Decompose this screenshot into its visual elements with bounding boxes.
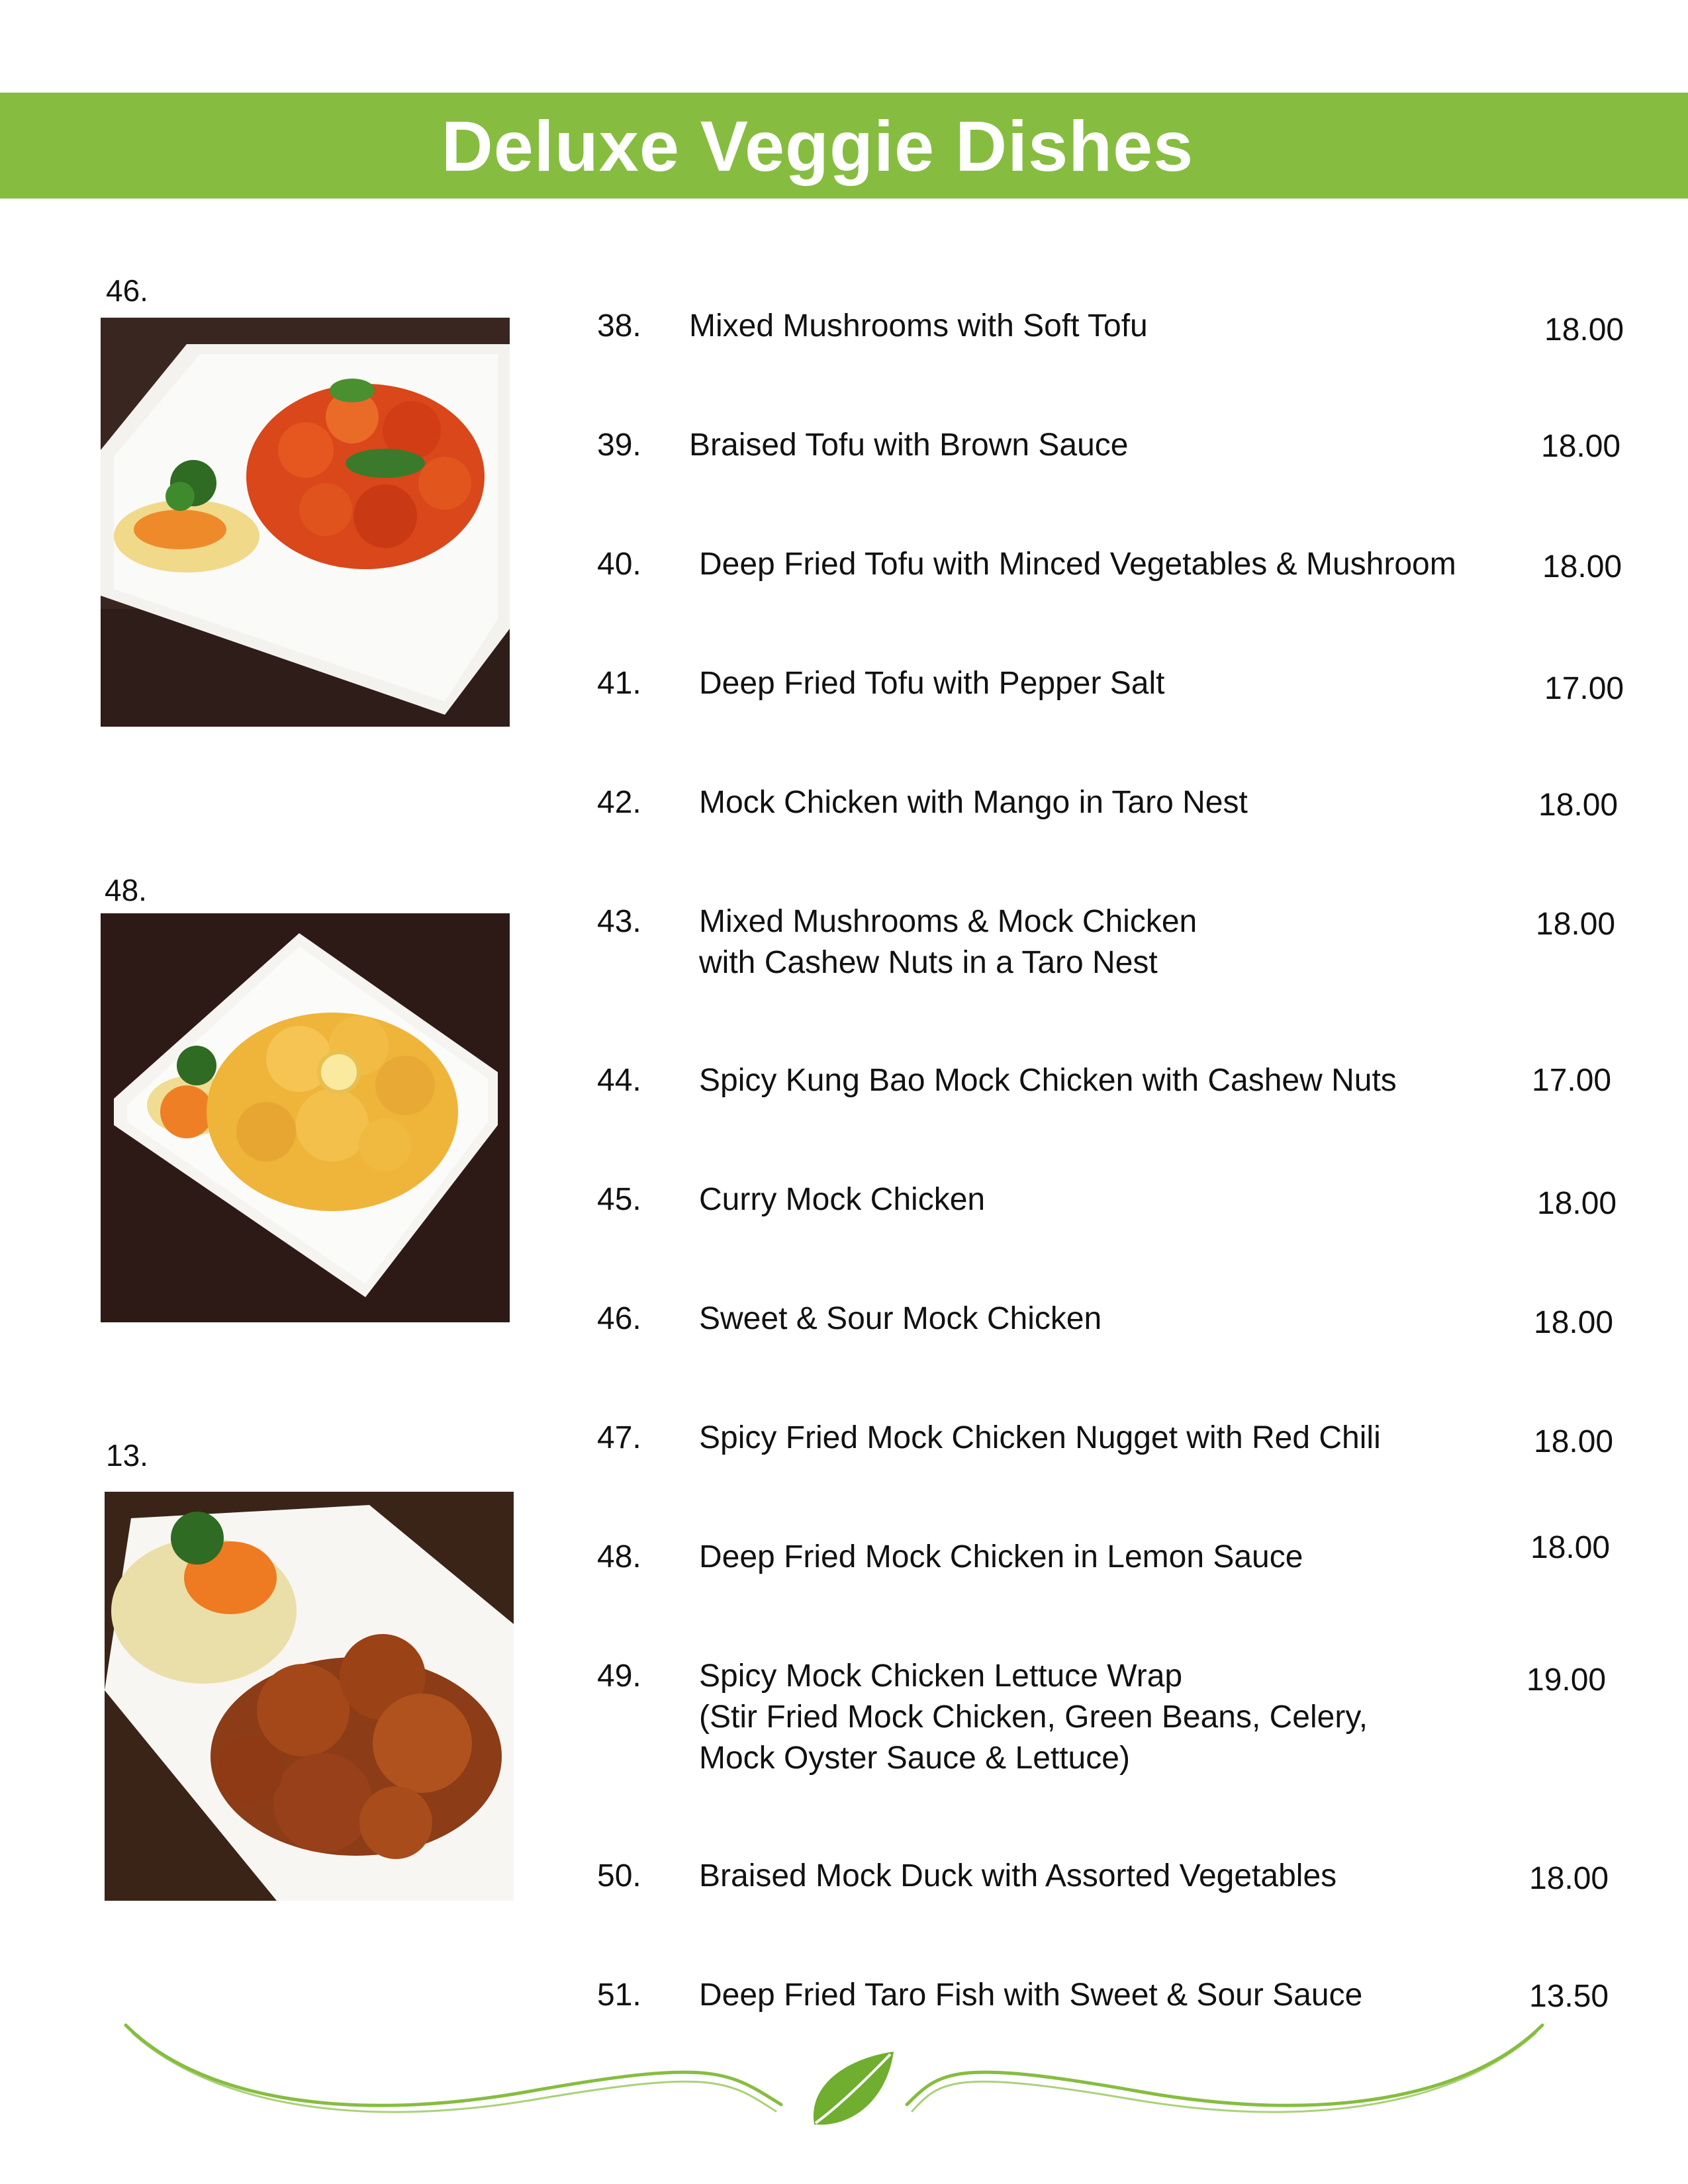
item-number: 38. xyxy=(597,308,641,343)
item-name: Spicy Kung Bao Mock Chicken with Cashew Nuts xyxy=(699,1063,1397,1098)
item-number: 43. xyxy=(597,904,641,939)
item-number: 49. xyxy=(597,1659,641,1694)
item-number: 42. xyxy=(597,785,641,820)
item-number: 48. xyxy=(597,1539,641,1574)
footer-ornament xyxy=(0,2012,1688,2144)
item-number: 46. xyxy=(597,1301,641,1336)
item-price: 13.50 xyxy=(1529,1979,1609,2014)
item-number: 40. xyxy=(597,547,641,582)
item-price: 18.00 xyxy=(1530,1530,1611,1565)
item-price: 18.00 xyxy=(1544,312,1624,347)
item-price: 18.00 xyxy=(1536,907,1616,942)
leaf-icon xyxy=(814,2052,894,2124)
item-price: 18.00 xyxy=(1541,429,1621,464)
item-price: 17.00 xyxy=(1544,671,1624,706)
page-title: Deluxe Veggie Dishes xyxy=(441,105,1194,186)
item-price: 19.00 xyxy=(1526,1662,1607,1698)
photo-label-1: 46. xyxy=(106,273,148,308)
item-name: Deep Fried Tofu with Pepper Salt xyxy=(699,666,1165,701)
item-price: 18.00 xyxy=(1529,1861,1609,1896)
item-price: 17.00 xyxy=(1532,1063,1612,1098)
item-name: Spicy Mock Chicken Lettuce Wrap (Stir Fried Mock Chicken, Green Beans, Celery, Mock Oyster Sauce & Lettuce) xyxy=(699,1659,1368,1776)
item-name: Braised Tofu with Brown Sauce xyxy=(689,428,1129,463)
item-number: 41. xyxy=(597,666,641,701)
fried-mock-chicken-photo xyxy=(105,1492,514,1901)
item-name: Deep Fried Taro Fish with Sweet & Sour Sauce xyxy=(699,1978,1363,2013)
item-name: Sweet & Sour Mock Chicken xyxy=(699,1301,1102,1336)
item-number: 45. xyxy=(597,1182,641,1217)
item-name: Mixed Mushrooms & Mock Chicken with Cashew Nuts in a Taro Nest xyxy=(699,904,1197,980)
item-number: 47. xyxy=(597,1420,641,1455)
lemon-mock-chicken-photo xyxy=(101,913,510,1322)
sweet-sour-mock-chicken-photo xyxy=(101,318,510,727)
item-name: Spicy Fried Mock Chicken Nugget with Red Chili xyxy=(699,1420,1381,1455)
item-price: 18.00 xyxy=(1537,1186,1617,1221)
item-name: Mock Chicken with Mango in Taro Nest xyxy=(699,785,1248,820)
item-price: 18.00 xyxy=(1538,788,1618,823)
photo-label-3: 13. xyxy=(106,1438,148,1473)
item-name: Deep Fried Tofu with Minced Vegetables & Mushroom xyxy=(699,547,1456,582)
item-name: Mixed Mushrooms with Soft Tofu xyxy=(689,308,1148,343)
item-price: 18.00 xyxy=(1534,1424,1614,1459)
item-number: 50. xyxy=(597,1858,641,1893)
item-number: 44. xyxy=(597,1063,641,1098)
item-name: Curry Mock Chicken xyxy=(699,1182,986,1217)
item-name: Braised Mock Duck with Assorted Vegetables xyxy=(699,1858,1337,1893)
item-number: 39. xyxy=(597,428,641,463)
item-name: Deep Fried Mock Chicken in Lemon Sauce xyxy=(699,1539,1303,1574)
item-price: 18.00 xyxy=(1542,549,1622,584)
item-price: 18.00 xyxy=(1534,1305,1614,1340)
photo-label-2: 48. xyxy=(105,873,147,907)
item-number: 51. xyxy=(597,1978,641,2013)
header-banner xyxy=(0,93,1688,199)
